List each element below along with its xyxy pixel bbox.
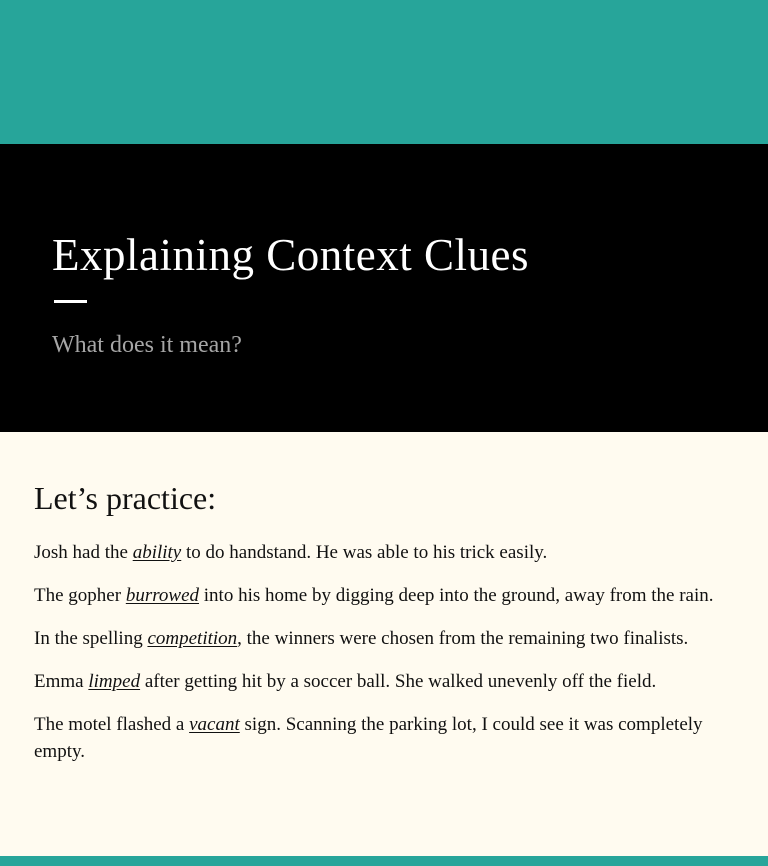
bottom-accent-band	[0, 856, 768, 866]
practice-sentence	[34, 625, 734, 652]
sentence-text: to do handstand. He was able to his trick easily.	[181, 542, 548, 563]
practice-sentence	[34, 711, 734, 765]
practice-sentence	[34, 582, 734, 609]
vocabulary-word: burrowed	[125, 585, 200, 606]
vocabulary-word: ability	[132, 542, 182, 563]
sentence-text: In the spelling	[34, 628, 148, 649]
sentence-text: sign. Scanning the parking lot, I could see it was completely empty.	[34, 714, 703, 762]
title-slide	[0, 144, 768, 432]
slide-subtitle: What does it mean?	[52, 332, 242, 358]
title-divider	[54, 300, 87, 303]
sentence-text: after getting hit by a soccer ball. She walked unevenly off the field.	[140, 671, 657, 692]
practice-slide	[0, 432, 768, 856]
sentence-text: Emma	[34, 671, 89, 692]
sentence-text: The motel flashed a	[34, 714, 190, 735]
sentence-text: into his home by digging deep into the ground, away from the rain.	[199, 585, 714, 606]
practice-sentence	[34, 668, 734, 695]
sentence-text: Josh had the	[34, 542, 133, 563]
sentence-text: , the winners were chosen from the remaining two finalists.	[237, 628, 689, 649]
vocabulary-word: vacant	[189, 714, 240, 735]
vocabulary-word: limped	[88, 671, 141, 692]
practice-sentence-list	[34, 539, 734, 781]
slide-title: Explaining Context Clues	[52, 230, 529, 280]
vocabulary-word: competition	[147, 628, 238, 649]
practice-sentence	[34, 539, 734, 566]
practice-heading: Let’s practice:	[34, 480, 217, 516]
sentence-text: The gopher	[34, 585, 126, 606]
top-accent-band	[0, 0, 768, 144]
